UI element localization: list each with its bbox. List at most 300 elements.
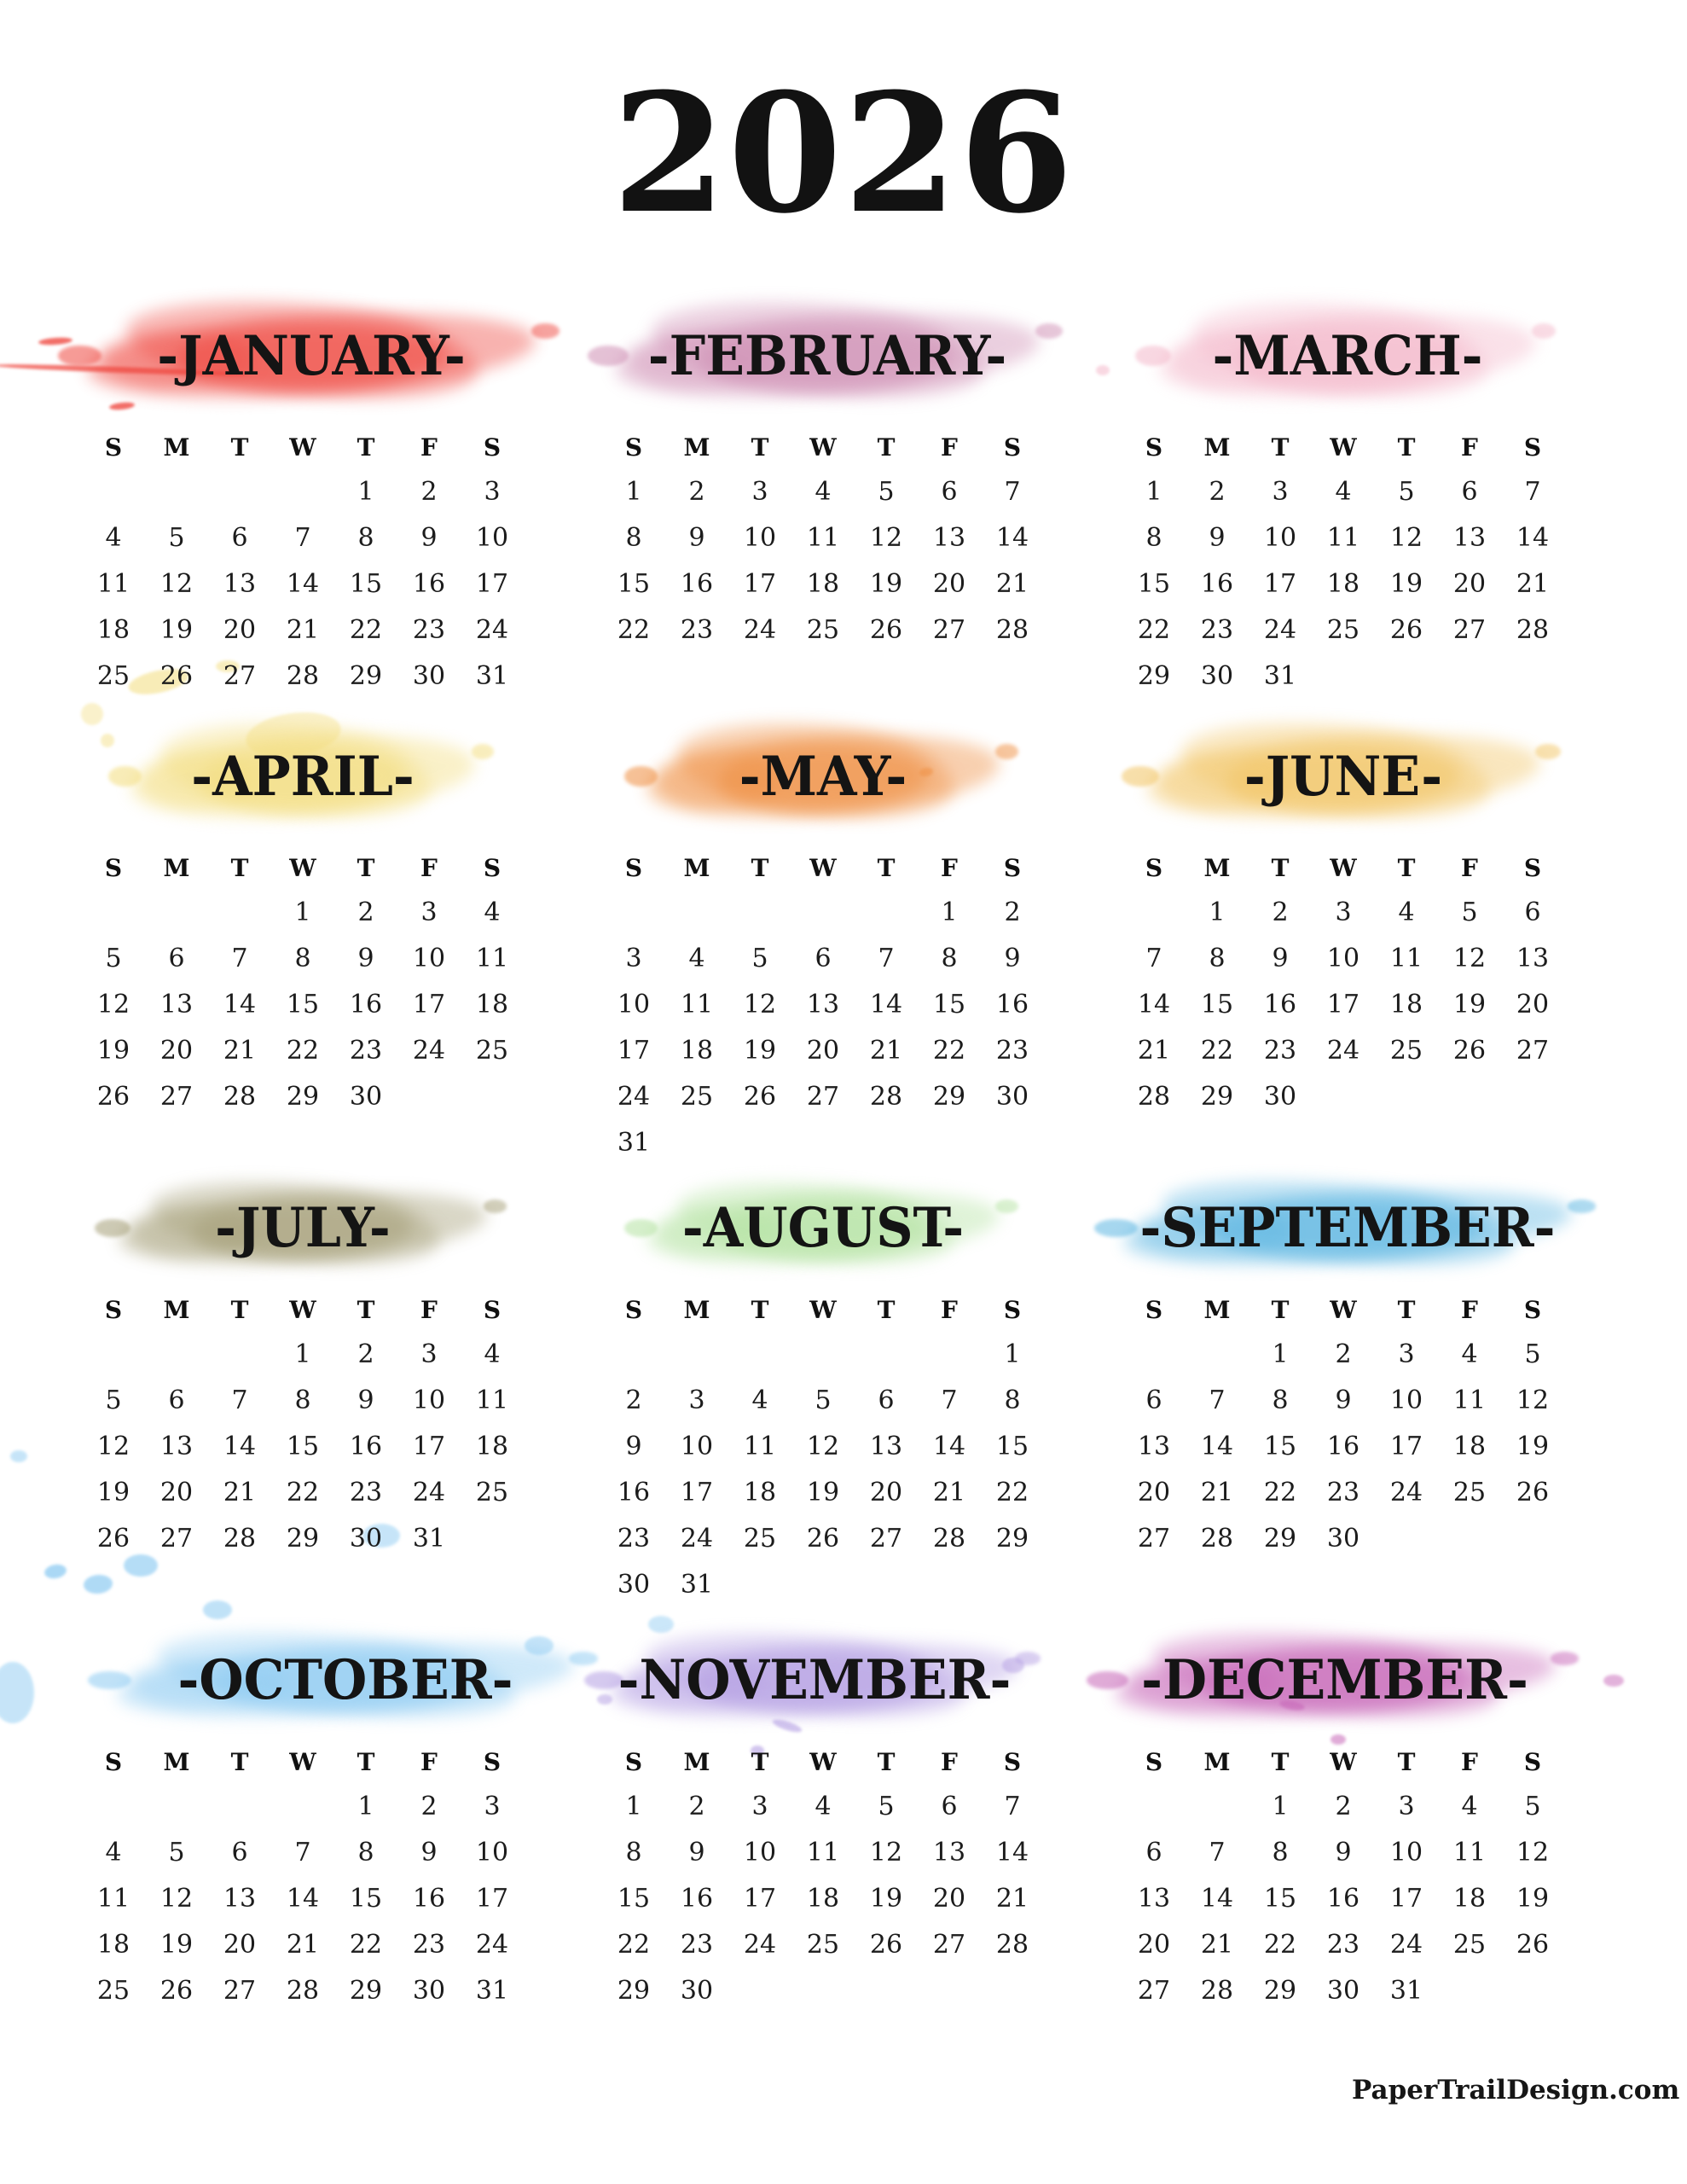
week-row bbox=[1122, 1515, 1564, 1561]
day-header: S bbox=[1003, 433, 1022, 462]
date-cell: 19 bbox=[743, 1035, 777, 1066]
date-cell: 30 bbox=[412, 660, 446, 691]
day-header: T bbox=[230, 433, 249, 462]
date-cell: 21 bbox=[286, 1929, 320, 1960]
date-cell: 26 bbox=[96, 1523, 130, 1554]
splash-droplet bbox=[88, 1671, 131, 1689]
empty-cell bbox=[1501, 1515, 1564, 1561]
month-october bbox=[72, 1621, 533, 2065]
empty-cell bbox=[665, 889, 728, 935]
date-cell: 21 bbox=[995, 1883, 1029, 1914]
date-cell: 1 bbox=[1145, 476, 1162, 507]
empty-cell bbox=[791, 1967, 855, 2013]
day-header: W bbox=[1330, 1295, 1357, 1324]
splash-droplet bbox=[588, 346, 629, 366]
date-cell: 20 bbox=[1137, 1929, 1171, 1960]
empty-cell bbox=[82, 1783, 145, 1829]
footer-credit: PaperTrailDesign.com bbox=[1352, 2075, 1680, 2106]
week-row bbox=[1122, 981, 1564, 1027]
paint-splatter bbox=[10, 1450, 27, 1462]
empty-cell bbox=[271, 468, 334, 514]
day-header: M bbox=[1203, 853, 1231, 882]
date-cell: 27 bbox=[223, 660, 257, 691]
date-cell: 10 bbox=[617, 989, 651, 1019]
date-cell: 7 bbox=[1145, 943, 1162, 973]
empty-cell bbox=[602, 889, 665, 935]
date-cell: 17 bbox=[617, 1035, 651, 1066]
date-cell: 8 bbox=[1272, 1837, 1289, 1867]
day-header: S bbox=[104, 1747, 123, 1776]
day-header: M bbox=[163, 853, 190, 882]
day-header: S bbox=[104, 853, 123, 882]
day-header: T bbox=[357, 1295, 375, 1324]
splash-droplet bbox=[624, 1219, 658, 1237]
month-label: -JUNE- bbox=[1244, 745, 1443, 810]
empty-cell bbox=[82, 889, 145, 935]
month-november bbox=[593, 1621, 1053, 2065]
date-cell: 27 bbox=[223, 1975, 257, 2006]
date-cell: 20 bbox=[223, 1929, 257, 1960]
date-cell: 14 bbox=[1200, 1883, 1234, 1914]
date-cell: 12 bbox=[1516, 1385, 1550, 1415]
date-cell: 30 bbox=[680, 1975, 714, 2006]
day-header: M bbox=[683, 433, 710, 462]
weekday-header-row bbox=[82, 1288, 524, 1331]
empty-cell bbox=[1375, 653, 1438, 699]
date-cell: 4 bbox=[1335, 476, 1352, 507]
date-cell: 6 bbox=[1461, 476, 1478, 507]
date-cell: 5 bbox=[1398, 476, 1415, 507]
week-row bbox=[1122, 1027, 1564, 1073]
date-cell: 19 bbox=[159, 614, 194, 645]
paint-splatter bbox=[0, 1662, 34, 1723]
date-cell: 8 bbox=[1272, 1385, 1289, 1415]
week-row bbox=[1122, 561, 1564, 607]
date-cell: 26 bbox=[1516, 1477, 1550, 1507]
splash-droplet bbox=[1087, 1671, 1129, 1689]
date-cell: 10 bbox=[475, 522, 509, 553]
date-cell: 1 bbox=[625, 476, 642, 507]
date-cell: 11 bbox=[96, 568, 130, 599]
date-cell: 25 bbox=[475, 1035, 509, 1066]
day-header: S bbox=[624, 853, 643, 882]
day-header: S bbox=[1145, 1295, 1163, 1324]
month-header bbox=[72, 708, 533, 846]
month-label: -MARCH- bbox=[1212, 324, 1483, 389]
paint-splatter bbox=[43, 1563, 67, 1580]
month-label: -JANUARY- bbox=[157, 324, 466, 389]
date-cell: 21 bbox=[286, 614, 320, 645]
day-header: S bbox=[1003, 853, 1022, 882]
splash-droplet bbox=[472, 744, 494, 759]
date-cell: 2 bbox=[357, 897, 374, 927]
month-header bbox=[1117, 288, 1578, 426]
empty-cell bbox=[728, 1331, 791, 1377]
week-row bbox=[602, 468, 1044, 514]
month-label: -AUGUST- bbox=[681, 1196, 965, 1261]
day-header: F bbox=[1461, 1747, 1478, 1776]
date-cell: 31 bbox=[475, 1975, 509, 2006]
day-header: T bbox=[877, 1295, 896, 1324]
empty-cell bbox=[1312, 653, 1375, 699]
week-row bbox=[82, 1423, 524, 1469]
day-header: W bbox=[809, 853, 837, 882]
date-cell: 21 bbox=[1200, 1477, 1234, 1507]
date-cell: 20 bbox=[1452, 568, 1487, 599]
date-cell: 25 bbox=[743, 1523, 777, 1554]
date-cell: 15 bbox=[286, 1431, 320, 1461]
date-cell: 20 bbox=[932, 1883, 966, 1914]
date-cell: 19 bbox=[1389, 568, 1423, 599]
date-cell: 18 bbox=[806, 568, 840, 599]
date-cell: 23 bbox=[1326, 1929, 1360, 1960]
date-cell: 29 bbox=[995, 1523, 1029, 1554]
day-header: T bbox=[1397, 1295, 1416, 1324]
date-cell: 10 bbox=[412, 943, 446, 973]
date-cell: 10 bbox=[743, 1837, 777, 1867]
date-cell: 8 bbox=[1145, 522, 1162, 553]
month-label: -MAY- bbox=[739, 745, 907, 810]
date-cell: 7 bbox=[231, 943, 248, 973]
date-cell: 22 bbox=[286, 1035, 320, 1066]
month-label: -DECEMBER- bbox=[1141, 1648, 1528, 1713]
day-header: M bbox=[683, 853, 710, 882]
date-cell: 12 bbox=[159, 1883, 194, 1914]
date-cell: 27 bbox=[1516, 1035, 1550, 1066]
day-header: T bbox=[877, 853, 896, 882]
date-cell: 16 bbox=[680, 568, 714, 599]
splash-droplet bbox=[1532, 323, 1556, 339]
date-cell: 8 bbox=[625, 522, 642, 553]
day-header: W bbox=[289, 433, 316, 462]
day-header: S bbox=[1523, 1747, 1542, 1776]
date-cell: 31 bbox=[1389, 1975, 1423, 2006]
empty-cell bbox=[145, 1783, 208, 1829]
date-cell: 24 bbox=[412, 1035, 446, 1066]
date-cell: 25 bbox=[1326, 614, 1360, 645]
month-date-grid bbox=[82, 1740, 524, 2013]
date-cell: 13 bbox=[159, 989, 194, 1019]
day-header: W bbox=[1330, 1747, 1357, 1776]
date-cell: 30 bbox=[412, 1975, 446, 2006]
day-header: T bbox=[1271, 853, 1290, 882]
date-cell: 22 bbox=[1200, 1035, 1234, 1066]
empty-cell bbox=[728, 1967, 791, 2013]
date-cell: 16 bbox=[995, 989, 1029, 1019]
date-cell: 20 bbox=[223, 614, 257, 645]
date-cell: 18 bbox=[680, 1035, 714, 1066]
day-header: S bbox=[483, 433, 501, 462]
date-cell: 25 bbox=[1452, 1929, 1487, 1960]
date-cell: 9 bbox=[1335, 1837, 1352, 1867]
day-header: T bbox=[1397, 433, 1416, 462]
date-cell: 26 bbox=[1516, 1929, 1550, 1960]
date-cell: 6 bbox=[1145, 1385, 1162, 1415]
month-header bbox=[584, 1621, 1045, 1740]
week-row bbox=[602, 1967, 1044, 2013]
empty-cell bbox=[208, 889, 271, 935]
date-cell: 19 bbox=[96, 1035, 130, 1066]
date-cell: 30 bbox=[1326, 1523, 1360, 1554]
month-label: -SEPTEMBER- bbox=[1139, 1196, 1556, 1261]
date-cell: 26 bbox=[1389, 614, 1423, 645]
month-date-grid bbox=[1122, 1740, 1564, 2013]
day-header: S bbox=[1523, 433, 1542, 462]
day-header: S bbox=[1145, 853, 1163, 882]
day-header: S bbox=[1523, 853, 1542, 882]
date-cell: 28 bbox=[286, 1975, 320, 2006]
date-cell: 16 bbox=[1326, 1431, 1360, 1461]
empty-cell bbox=[1501, 1967, 1564, 2013]
splash-droplet bbox=[531, 323, 560, 339]
date-cell: 4 bbox=[1398, 897, 1415, 927]
month-header bbox=[597, 288, 1058, 426]
empty-cell bbox=[271, 1783, 334, 1829]
week-row bbox=[1122, 653, 1564, 699]
date-cell: 29 bbox=[286, 1081, 320, 1112]
date-cell: 23 bbox=[349, 1035, 383, 1066]
date-cell: 28 bbox=[1200, 1975, 1234, 2006]
date-cell: 1 bbox=[1272, 1791, 1289, 1821]
date-cell: 4 bbox=[815, 1791, 832, 1821]
empty-cell bbox=[1122, 1331, 1186, 1377]
splash-droplet bbox=[95, 1219, 130, 1237]
day-header: F bbox=[941, 853, 958, 882]
weekday-header-row bbox=[1122, 846, 1564, 889]
date-cell: 21 bbox=[223, 1477, 257, 1507]
week-row bbox=[82, 1027, 524, 1073]
date-cell: 2 bbox=[1335, 1339, 1352, 1369]
date-cell: 27 bbox=[1137, 1523, 1171, 1554]
date-cell: 14 bbox=[223, 989, 257, 1019]
date-cell: 1 bbox=[1209, 897, 1226, 927]
day-header: M bbox=[163, 433, 190, 462]
date-cell: 30 bbox=[349, 1523, 383, 1554]
date-cell: 5 bbox=[878, 1791, 895, 1821]
date-cell: 4 bbox=[105, 1837, 122, 1867]
date-cell: 11 bbox=[743, 1431, 777, 1461]
date-cell: 21 bbox=[1516, 568, 1550, 599]
week-row bbox=[602, 1921, 1044, 1967]
week-row bbox=[602, 607, 1044, 653]
date-cell: 27 bbox=[806, 1081, 840, 1112]
date-cell: 3 bbox=[688, 1385, 705, 1415]
splash-droplet bbox=[1551, 1652, 1579, 1664]
day-header: M bbox=[683, 1295, 710, 1324]
day-header: W bbox=[289, 1747, 316, 1776]
date-cell: 13 bbox=[1452, 522, 1487, 553]
date-cell: 28 bbox=[286, 660, 320, 691]
date-cell: 14 bbox=[223, 1431, 257, 1461]
date-cell: 15 bbox=[1263, 1883, 1297, 1914]
empty-cell bbox=[208, 1331, 271, 1377]
date-cell: 10 bbox=[475, 1837, 509, 1867]
date-cell: 30 bbox=[617, 1569, 651, 1600]
empty-cell bbox=[918, 1331, 981, 1377]
date-cell: 24 bbox=[475, 1929, 509, 1960]
month-header bbox=[1117, 1169, 1578, 1288]
date-cell: 3 bbox=[484, 1791, 501, 1821]
day-header: S bbox=[1145, 433, 1163, 462]
date-cell: 5 bbox=[751, 943, 768, 973]
date-cell: 20 bbox=[159, 1477, 194, 1507]
week-row bbox=[1122, 1073, 1564, 1119]
date-cell: 9 bbox=[357, 1385, 374, 1415]
day-header: S bbox=[483, 1295, 501, 1324]
date-cell: 1 bbox=[625, 1791, 642, 1821]
week-row bbox=[602, 981, 1044, 1027]
date-cell: 29 bbox=[932, 1081, 966, 1112]
date-cell: 14 bbox=[286, 1883, 320, 1914]
date-cell: 15 bbox=[932, 989, 966, 1019]
date-cell: 30 bbox=[1263, 1081, 1297, 1112]
day-header: T bbox=[751, 433, 769, 462]
month-june bbox=[1113, 708, 1574, 1169]
date-cell: 4 bbox=[105, 522, 122, 553]
empty-cell bbox=[1438, 1515, 1501, 1561]
date-cell: 6 bbox=[231, 522, 248, 553]
date-cell: 16 bbox=[349, 1431, 383, 1461]
month-january bbox=[72, 288, 533, 708]
date-cell: 1 bbox=[294, 1339, 311, 1369]
day-header: S bbox=[624, 1295, 643, 1324]
empty-cell bbox=[1122, 889, 1186, 935]
date-cell: 1 bbox=[1272, 1339, 1289, 1369]
date-cell: 5 bbox=[815, 1385, 832, 1415]
date-cell: 4 bbox=[484, 897, 501, 927]
date-cell: 14 bbox=[286, 568, 320, 599]
date-cell: 4 bbox=[815, 476, 832, 507]
paint-splatter bbox=[1603, 1675, 1624, 1687]
date-cell: 22 bbox=[932, 1035, 966, 1066]
date-cell: 10 bbox=[412, 1385, 446, 1415]
day-header: S bbox=[624, 433, 643, 462]
date-cell: 25 bbox=[806, 1929, 840, 1960]
date-cell: 16 bbox=[1263, 989, 1297, 1019]
date-cell: 20 bbox=[806, 1035, 840, 1066]
date-cell: 7 bbox=[1524, 476, 1541, 507]
date-cell: 28 bbox=[1516, 614, 1550, 645]
week-row bbox=[1122, 1967, 1564, 2013]
empty-cell bbox=[1122, 1783, 1186, 1829]
date-cell: 29 bbox=[349, 660, 383, 691]
date-cell: 28 bbox=[995, 614, 1029, 645]
date-cell: 23 bbox=[995, 1035, 1029, 1066]
date-cell: 23 bbox=[680, 1929, 714, 1960]
week-row bbox=[1122, 935, 1564, 981]
day-header: T bbox=[357, 853, 375, 882]
week-row bbox=[602, 1469, 1044, 1515]
date-cell: 15 bbox=[1263, 1431, 1297, 1461]
date-cell: 3 bbox=[420, 897, 438, 927]
date-cell: 13 bbox=[223, 1883, 257, 1914]
date-cell: 21 bbox=[223, 1035, 257, 1066]
day-header: T bbox=[877, 1747, 896, 1776]
date-cell: 11 bbox=[1452, 1385, 1487, 1415]
date-cell: 24 bbox=[680, 1523, 714, 1554]
empty-cell bbox=[791, 1561, 855, 1607]
date-cell: 12 bbox=[96, 989, 130, 1019]
month-april bbox=[72, 708, 533, 1169]
date-cell: 5 bbox=[168, 522, 185, 553]
date-cell: 26 bbox=[96, 1081, 130, 1112]
date-cell: 27 bbox=[159, 1523, 194, 1554]
month-label: -FEBRUARY- bbox=[647, 324, 1007, 389]
date-cell: 11 bbox=[475, 1385, 509, 1415]
date-cell: 15 bbox=[995, 1431, 1029, 1461]
day-header: M bbox=[1203, 1747, 1231, 1776]
date-cell: 2 bbox=[420, 476, 438, 507]
date-cell: 24 bbox=[475, 614, 509, 645]
date-cell: 18 bbox=[1389, 989, 1423, 1019]
day-header: T bbox=[1397, 853, 1416, 882]
day-header: M bbox=[1203, 433, 1231, 462]
date-cell: 5 bbox=[105, 943, 122, 973]
date-cell: 12 bbox=[1516, 1837, 1550, 1867]
date-cell: 22 bbox=[995, 1477, 1029, 1507]
month-december bbox=[1113, 1621, 1574, 2065]
date-cell: 12 bbox=[1389, 522, 1423, 553]
empty-cell bbox=[397, 1073, 461, 1119]
date-cell: 3 bbox=[1398, 1791, 1415, 1821]
empty-cell bbox=[728, 1119, 791, 1165]
date-cell: 13 bbox=[223, 568, 257, 599]
date-cell: 27 bbox=[1452, 614, 1487, 645]
week-row bbox=[82, 607, 524, 653]
week-row bbox=[1122, 514, 1564, 561]
date-cell: 19 bbox=[869, 1883, 903, 1914]
date-cell: 4 bbox=[1461, 1791, 1478, 1821]
date-cell: 10 bbox=[680, 1431, 714, 1461]
month-date-grid bbox=[1122, 1288, 1564, 1561]
date-cell: 12 bbox=[1452, 943, 1487, 973]
date-cell: 10 bbox=[1263, 522, 1297, 553]
date-cell: 6 bbox=[878, 1385, 895, 1415]
week-row bbox=[1122, 1921, 1564, 1967]
date-cell: 13 bbox=[932, 522, 966, 553]
week-row bbox=[602, 1377, 1044, 1423]
date-cell: 8 bbox=[941, 943, 958, 973]
day-header: T bbox=[357, 1747, 375, 1776]
date-cell: 1 bbox=[357, 1791, 374, 1821]
empty-cell bbox=[981, 1561, 1044, 1607]
splash-droplet bbox=[995, 744, 1017, 759]
splash-droplet bbox=[108, 766, 142, 787]
empty-cell bbox=[918, 1119, 981, 1165]
week-row bbox=[82, 561, 524, 607]
date-cell: 6 bbox=[941, 1791, 958, 1821]
empty-cell bbox=[791, 889, 855, 935]
date-cell: 26 bbox=[806, 1523, 840, 1554]
date-cell: 16 bbox=[680, 1883, 714, 1914]
date-cell: 2 bbox=[1335, 1791, 1352, 1821]
month-header bbox=[1104, 1621, 1565, 1740]
week-row bbox=[82, 1875, 524, 1921]
week-row bbox=[1122, 1331, 1564, 1377]
splash-droplet bbox=[58, 346, 101, 366]
date-cell: 13 bbox=[932, 1837, 966, 1867]
month-header bbox=[81, 288, 542, 426]
month-date-grid bbox=[82, 426, 524, 699]
empty-cell bbox=[855, 1331, 918, 1377]
date-cell: 9 bbox=[420, 522, 438, 553]
empty-cell bbox=[855, 889, 918, 935]
day-header: S bbox=[1003, 1295, 1022, 1324]
day-header: S bbox=[1003, 1747, 1022, 1776]
date-cell: 28 bbox=[995, 1929, 1029, 1960]
date-cell: 13 bbox=[1137, 1883, 1171, 1914]
date-cell: 2 bbox=[357, 1339, 374, 1369]
